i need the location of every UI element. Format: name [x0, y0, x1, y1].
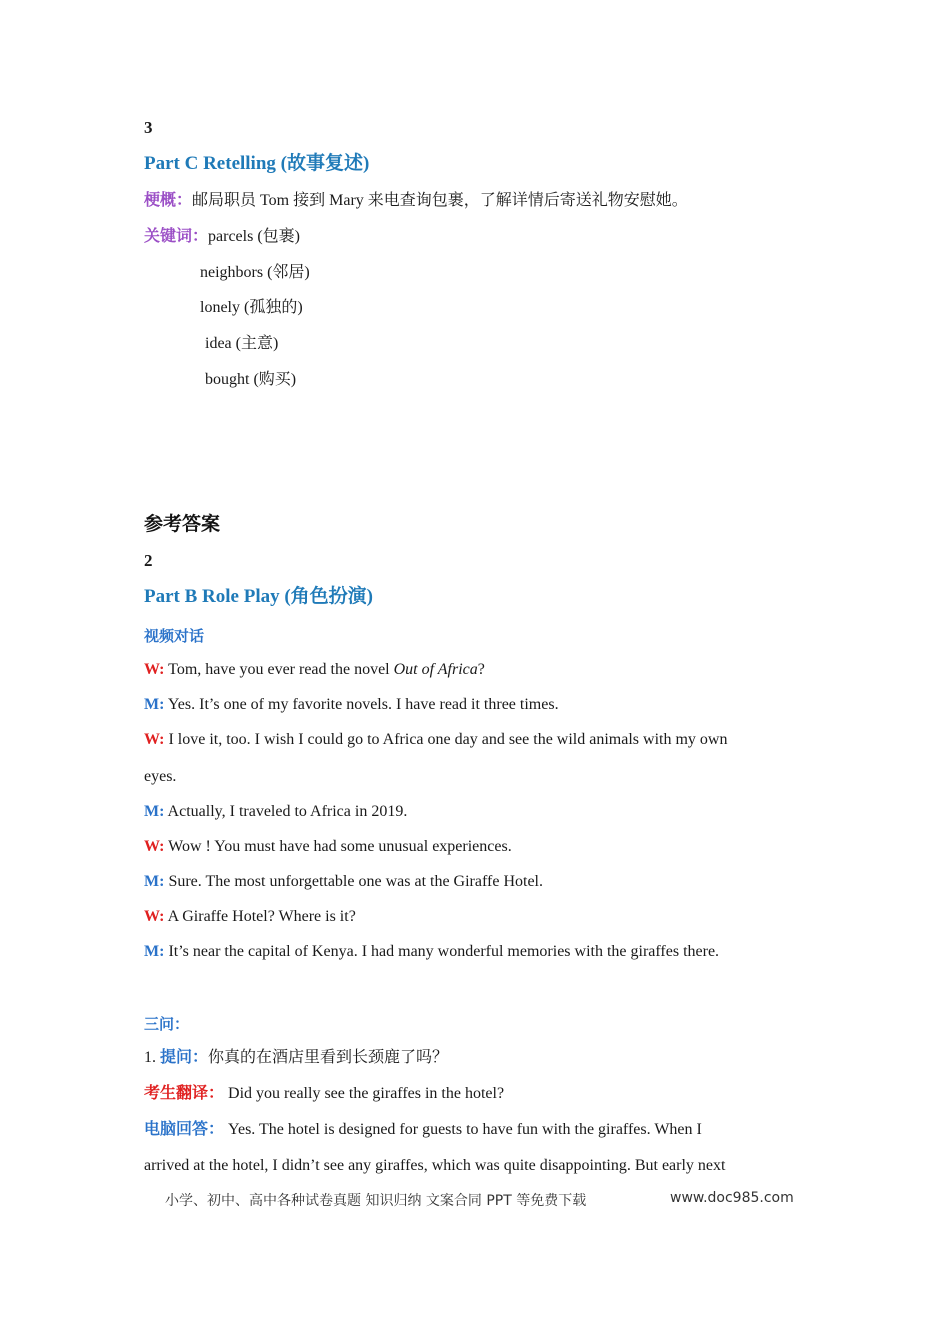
keyword-item: lonely (孤独的) — [200, 299, 303, 316]
dialogue-line — [144, 660, 485, 680]
footer-url: www.doc985.com — [670, 1190, 794, 1206]
summary-line — [144, 191, 688, 211]
dialogue-text: Yes. It’s one of my favorite novels. I have read it three times. — [164, 696, 559, 713]
keywords-label: 关键词： — [144, 228, 209, 245]
speaker-label: M: — [144, 943, 165, 960]
dialogue-continuation: eyes. — [144, 768, 177, 785]
question-text: 你真的在酒店里看到长颈鹿了吗？ — [208, 1049, 449, 1066]
dialogue-text: Wow ! You must have had some unusual experiences. — [164, 838, 512, 855]
dialogue-line — [144, 730, 727, 750]
keyword-item: parcels (包裹) — [208, 228, 300, 245]
dialogue-text: ? — [477, 661, 485, 678]
translation-line — [144, 1083, 504, 1104]
answer-label: 电脑回答： — [144, 1119, 225, 1138]
dialogue-text: It’s near the capital of Kenya. I had many wonderful memories with the giraffes there. — [164, 943, 720, 960]
keywords-line — [144, 227, 300, 247]
keyword-item: idea (主意) — [205, 335, 279, 352]
dialogue-line — [144, 942, 719, 962]
speaker-label: W: — [144, 838, 165, 855]
question-label: 提问： — [160, 1047, 209, 1066]
section-number: 3 — [144, 118, 153, 137]
translation-text: Did you really see the giraffes in the hotel? — [224, 1085, 505, 1102]
video-dialogue-label: 视频对话 — [144, 627, 205, 645]
summary-text: 邮局职员 Tom 接到 Mary 来电查询包裹，了解详情后寄送礼物安慰她。 — [192, 192, 688, 209]
summary-label: 梗概： — [144, 192, 193, 209]
novel-title: Out of Africa — [393, 661, 478, 678]
dialogue-line — [144, 907, 356, 927]
speaker-label: M: — [144, 696, 165, 713]
section-number: 2 — [144, 551, 153, 570]
dialogue-line — [144, 695, 559, 715]
keyword-item: bought (购买) — [205, 371, 297, 388]
question-line — [144, 1047, 448, 1068]
dialogue-text: Tom, have you ever read the novel — [164, 661, 394, 678]
dialogue-text: Actually, I traveled to Africa in 2019. — [164, 803, 408, 820]
footer — [165, 1190, 794, 1210]
dialogue-line — [144, 802, 407, 822]
dialogue-text: A Giraffe Hotel? Where is it? — [164, 908, 356, 925]
dialogue-line — [144, 837, 512, 857]
answer-continuation: arrived at the hotel, I didn’t see any giraffes, which was quite disappointing. But early next — [144, 1157, 726, 1174]
part-title: Part C Retelling (故事复述) — [144, 153, 370, 174]
question-number: 1. — [144, 1049, 156, 1066]
speaker-label: W: — [144, 731, 165, 748]
speaker-label: W: — [144, 908, 165, 925]
speaker-label: W: — [144, 661, 165, 678]
answer-line — [144, 1119, 702, 1140]
dialogue-text: I love it, too. I wish I could go to Africa one day and see the wild animals with my own — [164, 731, 728, 748]
speaker-label: M: — [144, 873, 165, 890]
footer-text: 小学、初中、高中各种试卷真题 知识归纳 文案合同 PPT 等免费下载 — [165, 1193, 587, 1209]
dialogue-line — [144, 872, 543, 892]
answer-heading: 参考答案 — [144, 513, 221, 535]
part-title: Part B Role Play (角色扮演) — [144, 586, 374, 607]
three-questions-label: 三问： — [144, 1015, 190, 1033]
translation-label: 考生翻译： — [144, 1083, 225, 1102]
dialogue-text: Sure. The most unforgettable one was at the Giraffe Hotel. — [164, 873, 543, 890]
keyword-item: neighbors (邻居) — [200, 264, 310, 281]
answer-text: Yes. The hotel is designed for guests to have fun with the giraffes. When I — [224, 1121, 702, 1138]
speaker-label: M: — [144, 803, 165, 820]
